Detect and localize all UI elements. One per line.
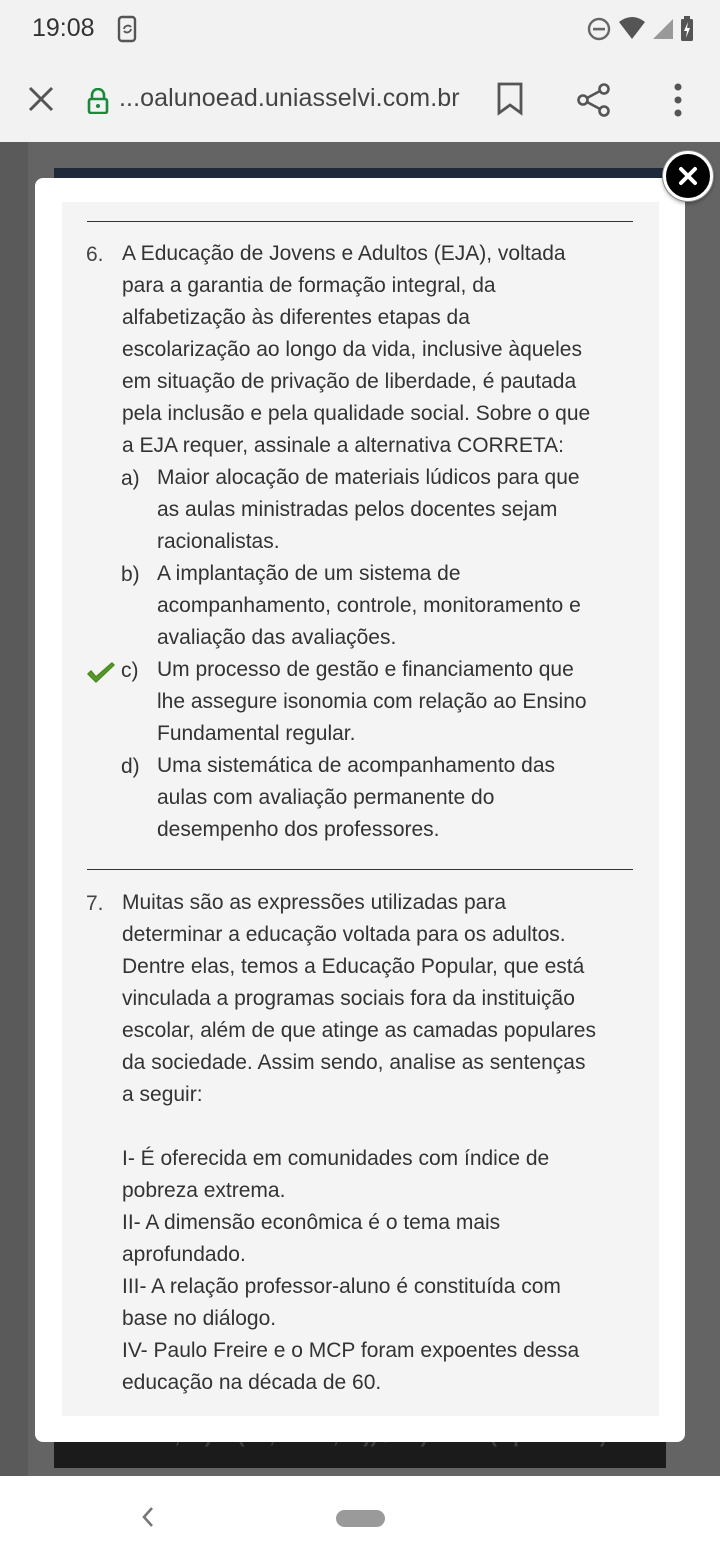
do-not-disturb-icon <box>586 16 612 42</box>
page-overlay-edge <box>0 142 28 1476</box>
question-line: em situação de privação de liberdade, é pautada <box>122 370 577 393</box>
option-c-text <box>157 654 637 750</box>
status-time: 19:08 <box>32 14 95 42</box>
option-line: as aulas ministradas pelos docentes sejam <box>157 498 558 521</box>
question-line: a seguir: <box>122 1083 203 1106</box>
close-tab-icon[interactable] <box>26 84 56 119</box>
option-line: Um processo de gestão e financiamento que <box>157 658 574 681</box>
bookmark-icon[interactable] <box>496 82 524 121</box>
question-line: alfabetização às diferentes etapas da <box>122 306 470 329</box>
option-line: Fundamental regular. <box>157 722 356 745</box>
question-line: A Educação de Jovens e Adultos (EJA), voltada <box>122 242 566 265</box>
question-line: Dentre elas, temos a Educação Popular, que está <box>122 955 585 978</box>
statement-line: I- É oferecida em comunidades com índice de <box>122 1147 550 1170</box>
option-line: desempenho dos professores. <box>157 818 440 841</box>
wifi-icon <box>618 17 646 41</box>
question-line: Muitas são as expressões utilizadas para <box>122 891 507 914</box>
statement-line: II- A dimensão econômica é o tema mais <box>122 1211 501 1234</box>
back-icon[interactable] <box>138 1504 158 1535</box>
question-line: da sociedade. Assim sendo, analise as sentenças <box>122 1051 586 1074</box>
page-header-strip <box>54 168 666 178</box>
option-line: aulas com avaliação permanente do <box>157 786 495 809</box>
question-line: para a garantia de formação integral, da <box>122 274 496 297</box>
question-line: escolar, além de que atinge as camadas populares <box>122 1019 596 1042</box>
option-letter: d) <box>121 755 140 778</box>
option-line: racionalistas. <box>157 530 280 553</box>
system-nav-bar <box>0 1476 720 1560</box>
close-icon <box>677 165 699 187</box>
question-number: 6. <box>86 243 104 266</box>
option-line: Uma sistemática de acompanhamento das <box>157 754 556 777</box>
status-icons <box>586 16 694 42</box>
statement-line: pobreza extrema. <box>122 1179 286 1202</box>
statement-line: educação na década de 60. <box>122 1371 382 1394</box>
option-letter: a) <box>121 467 140 490</box>
home-pill[interactable] <box>336 1510 385 1527</box>
overflow-menu-icon[interactable] <box>664 82 692 123</box>
divider <box>87 221 633 222</box>
statement-line: IV- Paulo Freire e o MCP foram expoentes dessa <box>122 1339 580 1362</box>
option-letter: c) <box>121 659 139 682</box>
option-line: lhe assegure isonomia com relação ao Ensino <box>157 690 587 713</box>
share-icon[interactable] <box>576 82 612 123</box>
statement-line: III- A relação professor-aluno é constituída com <box>122 1275 561 1298</box>
signal-icon <box>652 18 674 40</box>
question-6-text <box>122 238 642 462</box>
phone-sync-icon <box>116 15 140 48</box>
statements-list <box>122 1143 642 1399</box>
option-line: Maior alocação de materiais lúdicos para que <box>157 466 580 489</box>
correct-check-icon <box>86 662 116 689</box>
divider <box>87 869 633 870</box>
option-b-text <box>157 558 637 654</box>
option-line: A implantação de um sistema de <box>157 562 461 585</box>
status-bar <box>0 0 720 60</box>
question-line: a EJA requer, assinale a alternativa CORRETA: <box>122 434 564 457</box>
statement-line: base no diálogo. <box>122 1307 277 1330</box>
question-number: 7. <box>86 892 104 915</box>
option-a-text <box>157 462 637 558</box>
question-line: vinculada a programas sociais fora da instituição <box>122 987 575 1010</box>
option-d-text <box>157 750 637 846</box>
option-line: acompanhamento, controle, monitoramento e <box>157 594 581 617</box>
option-line: avaliação das avaliações. <box>157 626 397 649</box>
question-line: pela inclusão e pela qualidade social. Sobre o que <box>122 402 591 425</box>
question-line: determinar a educação voltada para os adultos. <box>122 923 566 946</box>
question-7-text <box>122 887 642 1111</box>
option-letter: b) <box>121 563 140 586</box>
question-line: escolarização ao longo da vida, inclusive àqueles <box>122 338 582 361</box>
browser-toolbar <box>0 60 720 143</box>
modal-close-button[interactable] <box>663 151 713 201</box>
statement-line: aprofundado. <box>122 1243 246 1266</box>
lock-icon[interactable] <box>87 88 109 119</box>
battery-icon <box>680 16 694 42</box>
url-text[interactable]: ...oalunoead.uniasselvi.com.br <box>119 84 460 112</box>
